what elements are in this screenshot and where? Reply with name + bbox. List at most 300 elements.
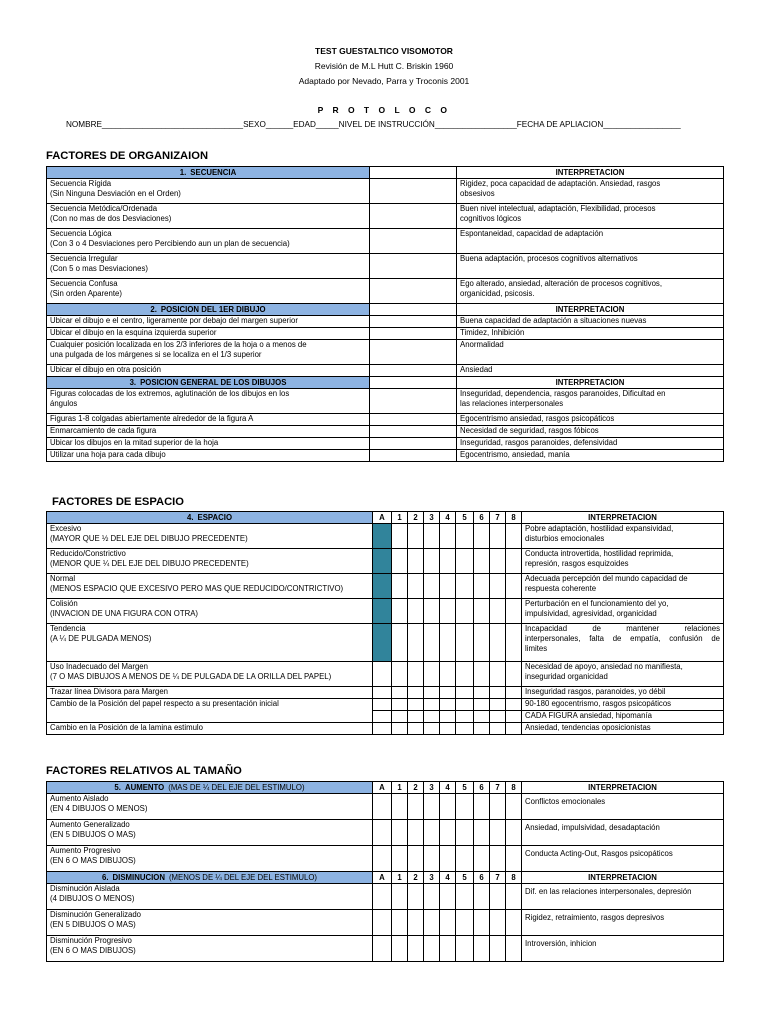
figure-cell[interactable] — [474, 599, 490, 624]
interpretation-cell — [457, 426, 724, 438]
criterion-cell — [47, 450, 370, 462]
figure-cell[interactable] — [506, 662, 522, 687]
figure-cell[interactable] — [392, 794, 408, 820]
figure-cell[interactable] — [456, 711, 474, 723]
figure-cell[interactable] — [440, 884, 456, 910]
interpretation-text-cont: disturbios emocionales — [525, 534, 605, 543]
interpretation-text: Espontaneidad, capacidad de adaptación — [460, 229, 604, 238]
figure-column-header: 3 — [424, 872, 440, 884]
interpretation-text-cont: inseguridad organicidad — [525, 672, 608, 681]
aumento-header-row — [47, 782, 724, 794]
figure-cell[interactable] — [424, 820, 440, 846]
criterion-cell — [47, 328, 370, 340]
criterion-cell — [47, 179, 370, 204]
figure-cell[interactable] — [440, 574, 456, 599]
figure-cell[interactable] — [506, 699, 522, 711]
figure-cell[interactable] — [440, 936, 456, 962]
criterion-detail: (Sin orden Aparente) — [50, 289, 122, 298]
table-row — [47, 179, 724, 204]
table-row — [47, 662, 724, 687]
figure-cell[interactable] — [408, 794, 424, 820]
figure-cell[interactable] — [408, 662, 424, 687]
figure-cell[interactable] — [474, 820, 490, 846]
figure-cell[interactable] — [506, 549, 522, 574]
interpretation-text: Inseguridad, rasgos paranoides, defensividad — [460, 438, 618, 447]
figure-cell[interactable] — [490, 549, 506, 574]
figure-cell[interactable] — [408, 936, 424, 962]
interpretation-cell — [522, 711, 724, 723]
interpretation-cell — [522, 549, 724, 574]
figure-cell[interactable] — [392, 711, 408, 723]
figure-cell[interactable] — [490, 662, 506, 687]
criterion-cell — [47, 723, 373, 735]
figure-cell[interactable] — [392, 910, 408, 936]
figure-cell[interactable] — [456, 524, 474, 549]
patient-info-line: NOMBRE_______________________________SEXO______EDAD_____NIVEL DE INSTRUCCIÓN__________________FECHA DE APLIACION_________________ — [66, 120, 681, 129]
interpretation-text-cont: obsesivos — [460, 189, 495, 198]
figure-cell[interactable] — [424, 574, 440, 599]
criterion-detail: (INVACION DE UNA FIGURA CON OTRA) — [50, 609, 199, 618]
figure-cell[interactable] — [456, 662, 474, 687]
figure-cell[interactable] — [490, 936, 506, 962]
figure-cell[interactable] — [392, 574, 408, 599]
figure-cell[interactable] — [474, 549, 490, 574]
section-title-espacio: FACTORES DE ESPACIO — [52, 496, 184, 508]
interpretation-text: Egocentrismo, ansiedad, manía — [460, 450, 570, 459]
figure-cell[interactable] — [440, 723, 456, 735]
figure-a-cell[interactable] — [373, 662, 392, 687]
interpretation-text: Ansiedad — [460, 365, 493, 374]
figure-cell[interactable] — [392, 820, 408, 846]
criterion-cell — [47, 549, 373, 574]
interpretation-text-cont: limites — [525, 644, 548, 653]
figure-column-header: 8 — [506, 512, 522, 524]
figure-cell[interactable] — [506, 820, 522, 846]
figure-cell[interactable] — [424, 624, 440, 662]
figure-cell[interactable] — [424, 884, 440, 910]
figure-cell[interactable] — [440, 794, 456, 820]
espacio-title-text: ESPACIO — [197, 512, 233, 522]
figure-cell[interactable] — [506, 574, 522, 599]
figure-cell[interactable] — [424, 699, 440, 711]
criterion-label: Ubicar el dibujo en la esquina izquierda superior — [50, 328, 217, 337]
figure-cell[interactable] — [506, 723, 522, 735]
interpretation-text: 90-180 egocentrismo, rasgos psicopáticos — [525, 699, 672, 708]
interpretation-text: Ego alterado, ansiedad, alteración de procesos cognitivos, — [460, 279, 662, 288]
figure-cell[interactable] — [440, 699, 456, 711]
figure-a-cell[interactable] — [373, 711, 392, 723]
criterion-cell — [47, 340, 370, 365]
figure-cell[interactable] — [424, 910, 440, 936]
posicion1-interp-header: INTERPRETACION — [457, 304, 724, 316]
figure-cell[interactable] — [456, 699, 474, 711]
figure-cell[interactable] — [408, 624, 424, 662]
interpretation-text: Rigidez, retraimiento, rasgos depresivos — [525, 913, 665, 922]
figure-cell[interactable] — [506, 524, 522, 549]
figure-cell[interactable] — [456, 820, 474, 846]
criterion-detail: (Con no mas de dos Desviaciones) — [50, 214, 172, 223]
posicion_general-title — [47, 377, 370, 389]
figure-cell[interactable] — [424, 723, 440, 735]
figure-cell[interactable] — [392, 524, 408, 549]
criterion-detail: (Con 5 o mas Desviaciones) — [50, 264, 148, 273]
figure-cell[interactable] — [440, 549, 456, 574]
figure-column-header: 7 — [490, 512, 506, 524]
criterion-cell — [47, 438, 370, 450]
criterion-label: Normal — [50, 574, 76, 583]
figure-cell[interactable] — [474, 794, 490, 820]
figure-cell[interactable] — [474, 723, 490, 735]
score-cell[interactable] — [370, 438, 457, 450]
figure-cell[interactable] — [408, 711, 424, 723]
table-row — [47, 910, 724, 936]
figure-cell[interactable] — [456, 846, 474, 872]
interpretation-cell — [522, 910, 724, 936]
table-row — [47, 687, 724, 699]
figure-cell[interactable] — [474, 574, 490, 599]
figure-cell[interactable] — [408, 723, 424, 735]
figure-cell[interactable] — [408, 549, 424, 574]
interpretation-text: Inseguridad rasgos, paranoides, yo débil — [525, 687, 666, 696]
score-cell[interactable] — [370, 179, 457, 204]
criterion-cell — [47, 687, 373, 699]
posicion_general-header-row — [47, 377, 724, 389]
figure-cell[interactable] — [506, 624, 522, 662]
criterion-detail: (Con 3 o 4 Desviaciones pero Percibiendo aun un plan de secuencia) — [50, 239, 290, 248]
figure-cell[interactable] — [408, 599, 424, 624]
figure-a-cell[interactable] — [373, 846, 392, 872]
criterion-label: Secuencia Rígida — [50, 179, 112, 188]
figure-column-header: 6 — [474, 782, 490, 794]
figure-cell[interactable] — [440, 624, 456, 662]
figure-cell[interactable] — [440, 910, 456, 936]
criterion-cell — [47, 624, 373, 662]
figure-a-cell[interactable] — [373, 574, 392, 599]
criterion-cell — [47, 389, 370, 414]
score-cell[interactable] — [370, 340, 457, 365]
figure-cell[interactable] — [424, 549, 440, 574]
figure-column-header: 1 — [392, 872, 408, 884]
interpretation-cell — [457, 438, 724, 450]
score-cell[interactable] — [370, 414, 457, 426]
criterion-label: Colisión — [50, 599, 78, 608]
figure-cell[interactable] — [474, 884, 490, 910]
figure-column-header: 7 — [490, 872, 506, 884]
figure-cell[interactable] — [408, 687, 424, 699]
figure-cell[interactable] — [424, 711, 440, 723]
espacio-header-row — [47, 512, 724, 524]
figure-cell[interactable] — [474, 711, 490, 723]
figure-a-cell[interactable] — [373, 884, 392, 910]
criterion-cell — [47, 254, 370, 279]
figure-cell[interactable] — [424, 599, 440, 624]
figure-a-cell[interactable] — [373, 599, 392, 624]
criterion-label: Aumento Progresivo — [50, 846, 121, 855]
figure-cell[interactable] — [392, 699, 408, 711]
interpretation-text: Necesidad de seguridad, rasgos fóbicos — [460, 426, 599, 435]
espacio-interp-header: INTERPRETACION — [522, 512, 724, 524]
score-cell[interactable] — [370, 316, 457, 328]
criterion-label: Cualquier posición localizada en los 2/3 inferiores de la hoja o a menos de — [50, 340, 307, 349]
figure-cell[interactable] — [506, 910, 522, 936]
score-cell[interactable] — [370, 365, 457, 377]
interpretation-text: Necesidad de apoyo, ansiedad no manifiesta, — [525, 662, 683, 671]
figure-cell[interactable] — [392, 723, 408, 735]
criterion-label: Cambio de la Posición del papel respecto a su presentación inicial — [50, 699, 279, 708]
figure-cell[interactable] — [424, 846, 440, 872]
criterion-label: Secuencia Confusa — [50, 279, 118, 288]
interpretation-text: Introversión, inhicion — [525, 939, 597, 948]
figure-cell[interactable] — [424, 936, 440, 962]
figure-cell[interactable] — [474, 524, 490, 549]
criterion-label: Secuencia Lógica — [50, 229, 112, 238]
interpretation-cell — [457, 340, 724, 365]
table-row — [47, 524, 724, 549]
interpretation-text: Ansiedad, tendencias oposicionistas — [525, 723, 651, 732]
interpretation-cell — [522, 884, 724, 910]
interpretation-cell — [457, 389, 724, 414]
posicion1-title-text: POSICION DEL 1ER DIBUJO — [160, 304, 266, 314]
disminucion-title — [47, 872, 373, 884]
interpretation-text: Buena adaptación, procesos cognitivos alternativos — [460, 254, 638, 263]
figure-cell[interactable] — [440, 711, 456, 723]
interpretation-cell — [522, 574, 724, 599]
figure-cell[interactable] — [440, 524, 456, 549]
table-row — [47, 723, 724, 735]
secuencia-title — [47, 167, 370, 179]
figure-a-cell[interactable] — [373, 699, 392, 711]
criterion-label: Tendencia — [50, 624, 86, 633]
figure-cell[interactable] — [474, 846, 490, 872]
figure-cell[interactable] — [440, 687, 456, 699]
figure-cell[interactable] — [490, 794, 506, 820]
figure-cell[interactable] — [490, 599, 506, 624]
figure-cell[interactable] — [474, 687, 490, 699]
figure-cell[interactable] — [506, 711, 522, 723]
figure-cell[interactable] — [490, 723, 506, 735]
figure-cell[interactable] — [474, 624, 490, 662]
secuencia-title-text: SECUENCIA — [190, 167, 237, 177]
criterion-label: Utilizar una hoja para cada dibujo — [50, 450, 166, 459]
interpretation-text-cont: organicidad, psicosis. — [460, 289, 535, 298]
figure-cell[interactable] — [408, 820, 424, 846]
criterion-label: Enmarcamiento de cada figura — [50, 426, 157, 435]
figure-cell[interactable] — [474, 936, 490, 962]
figure-a-cell[interactable] — [373, 524, 392, 549]
figure-a-cell[interactable] — [373, 794, 392, 820]
figure-cell[interactable] — [474, 699, 490, 711]
criterion-cell — [47, 820, 373, 846]
figure-cell[interactable] — [440, 662, 456, 687]
criterion-detail: (MAYOR QUE ½ DEL EJE DEL DIBUJO PRECEDENTE) — [50, 534, 248, 543]
figure-cell[interactable] — [456, 884, 474, 910]
score-cell[interactable] — [370, 389, 457, 414]
figure-cell[interactable] — [424, 687, 440, 699]
figure-cell[interactable] — [408, 846, 424, 872]
criterion-detail: (EN 4 DIBUJOS O MENOS) — [50, 804, 148, 813]
figure-cell[interactable] — [456, 687, 474, 699]
figure-cell[interactable] — [408, 884, 424, 910]
table-row — [47, 599, 724, 624]
figure-cell[interactable] — [440, 820, 456, 846]
criterion-detail: (4 DIBUJOS O MENOS) — [50, 894, 135, 903]
figure-cell[interactable] — [392, 884, 408, 910]
figure-a-cell[interactable] — [373, 549, 392, 574]
criterion-cell — [47, 910, 373, 936]
figure-cell[interactable] — [456, 624, 474, 662]
figure-cell[interactable] — [440, 846, 456, 872]
espacio-table — [46, 511, 724, 735]
criterion-label: Aumento Generalizado — [50, 820, 130, 829]
criterion-label: Disminución Generalizado — [50, 910, 142, 919]
document-title: TEST GUESTALTICO VISOMOTOR — [315, 46, 453, 56]
figure-cell[interactable] — [392, 687, 408, 699]
figure-cell[interactable] — [490, 820, 506, 846]
aumento-number: 5. — [114, 782, 121, 792]
table-row — [47, 438, 724, 450]
criterion-detail: (MENOR QUE ¼ DEL EJE DEL DIBUJO PRECEDENTE) — [50, 559, 249, 568]
criterion-label: Excesivo — [50, 524, 82, 533]
figure-a-cell[interactable] — [373, 936, 392, 962]
figure-column-header: 5 — [456, 872, 474, 884]
criterion-label: Disminución Progresivo — [50, 936, 132, 945]
figure-cell[interactable] — [506, 936, 522, 962]
figure-cell[interactable] — [506, 599, 522, 624]
score-cell[interactable] — [370, 450, 457, 462]
figure-cell[interactable] — [456, 574, 474, 599]
figure-cell[interactable] — [392, 599, 408, 624]
interpretation-text-cont: represión, rasgos esquizoides — [525, 559, 629, 568]
interpretation-cell — [457, 316, 724, 328]
table-row — [47, 204, 724, 229]
figure-cell[interactable] — [490, 524, 506, 549]
interpretation-text: Conducta Acting-Out, Rasgos psicopáticos — [525, 849, 673, 858]
column-a-header: A — [373, 872, 392, 884]
interpretation-text: Dif. en las relaciones interpersonales, depresión — [525, 887, 692, 896]
figure-a-cell[interactable] — [373, 624, 392, 662]
interpretation-cell — [522, 699, 724, 711]
criterion-detail: una pulgada de los márgenes si se localiza en el 1/3 superior — [50, 350, 262, 359]
score-cell[interactable] — [370, 254, 457, 279]
criterion-cell — [47, 524, 373, 549]
figure-cell[interactable] — [456, 910, 474, 936]
criterion-label: Cambio en la Posición de la lamina estimulo — [50, 723, 203, 732]
figure-cell[interactable] — [490, 687, 506, 699]
criterion-cell — [47, 204, 370, 229]
figure-cell[interactable] — [490, 574, 506, 599]
criterion-label: Disminución Aislada — [50, 884, 120, 893]
figure-cell[interactable] — [408, 910, 424, 936]
section-title-tamano: FACTORES RELATIVOS AL TAMAÑO — [46, 765, 242, 777]
figure-cell[interactable] — [490, 846, 506, 872]
secuencia-interp-header: INTERPRETACION — [457, 167, 724, 179]
figure-cell[interactable] — [474, 910, 490, 936]
figure-cell[interactable] — [474, 662, 490, 687]
interpretation-text: Inseguridad, dependencia, rasgos paranoides, Dificultad en — [460, 389, 666, 398]
figure-a-cell[interactable] — [373, 687, 392, 699]
criterion-cell — [47, 846, 373, 872]
posicion1-number: 2. — [150, 304, 157, 314]
score-cell[interactable] — [370, 204, 457, 229]
figure-cell[interactable] — [408, 574, 424, 599]
figure-cell[interactable] — [506, 884, 522, 910]
figure-column-header: 7 — [490, 782, 506, 794]
table-row — [47, 820, 724, 846]
score-cell[interactable] — [370, 229, 457, 254]
criterion-label: Figuras colocadas de los extremos, aglutinación de los dibujos en los — [50, 389, 290, 398]
criterion-label: Ubicar el dibujo en otra posición — [50, 365, 161, 374]
figure-cell[interactable] — [506, 794, 522, 820]
figure-column-header: 2 — [408, 512, 424, 524]
figure-cell[interactable] — [506, 687, 522, 699]
section-title-organizacion: FACTORES DE ORGANIZAION — [46, 150, 209, 162]
figure-cell[interactable] — [490, 711, 506, 723]
figure-a-cell[interactable] — [373, 723, 392, 735]
criterion-cell — [47, 699, 373, 723]
table-row — [47, 414, 724, 426]
figure-column-header: 8 — [506, 782, 522, 794]
figure-column-header: 5 — [456, 512, 474, 524]
figure-column-header: 1 — [392, 782, 408, 794]
figure-cell[interactable] — [490, 699, 506, 711]
figure-cell[interactable] — [392, 936, 408, 962]
criterion-label: Secuencia Irregular — [50, 254, 118, 263]
interpretation-text: Incapacidad de mantener relaciones — [525, 624, 720, 633]
table-row — [47, 699, 724, 711]
secuencia-number: 1. — [179, 167, 187, 177]
figure-cell[interactable] — [424, 662, 440, 687]
figure-cell[interactable] — [424, 794, 440, 820]
table-row — [47, 624, 724, 662]
figure-a-cell[interactable] — [373, 910, 392, 936]
criterion-label: Aumento Aislado — [50, 794, 109, 803]
figure-cell[interactable] — [408, 699, 424, 711]
table-row — [47, 365, 724, 377]
interpretation-text: Ansiedad, impulsividad, desadaptación — [525, 823, 660, 832]
figure-cell[interactable] — [440, 599, 456, 624]
criterion-cell — [47, 279, 370, 304]
posicion1-title — [47, 304, 370, 316]
figure-cell[interactable] — [506, 846, 522, 872]
figure-cell[interactable] — [424, 524, 440, 549]
figure-a-cell[interactable] — [373, 820, 392, 846]
figure-cell[interactable] — [392, 624, 408, 662]
interpretation-cell — [522, 687, 724, 699]
score-cell[interactable] — [370, 279, 457, 304]
figure-cell[interactable] — [456, 723, 474, 735]
score-cell[interactable] — [370, 328, 457, 340]
figure-cell[interactable] — [392, 662, 408, 687]
criterion-detail: (Sin Ninguna Desviación en el Orden) — [50, 189, 181, 198]
figure-cell[interactable] — [456, 936, 474, 962]
figure-cell[interactable] — [490, 910, 506, 936]
protocol-title: P R O T O L O C O — [317, 105, 451, 115]
figure-cell[interactable] — [490, 624, 506, 662]
figure-cell[interactable] — [392, 846, 408, 872]
table-row — [47, 574, 724, 599]
criterion-cell — [47, 365, 370, 377]
posicion_general-title-text: POSICION GENERAL DE LOS DIBUJOS — [140, 377, 287, 387]
figure-cell[interactable] — [456, 599, 474, 624]
criterion-label: Ubicar el dibujo e el centro, ligeramente por debajo del margen superior — [50, 316, 298, 325]
figure-cell[interactable] — [408, 524, 424, 549]
score-cell[interactable] — [370, 426, 457, 438]
figure-cell[interactable] — [456, 549, 474, 574]
figure-cell[interactable] — [490, 884, 506, 910]
figure-cell[interactable] — [456, 794, 474, 820]
figure-column-header: 4 — [440, 872, 456, 884]
figure-cell[interactable] — [392, 549, 408, 574]
